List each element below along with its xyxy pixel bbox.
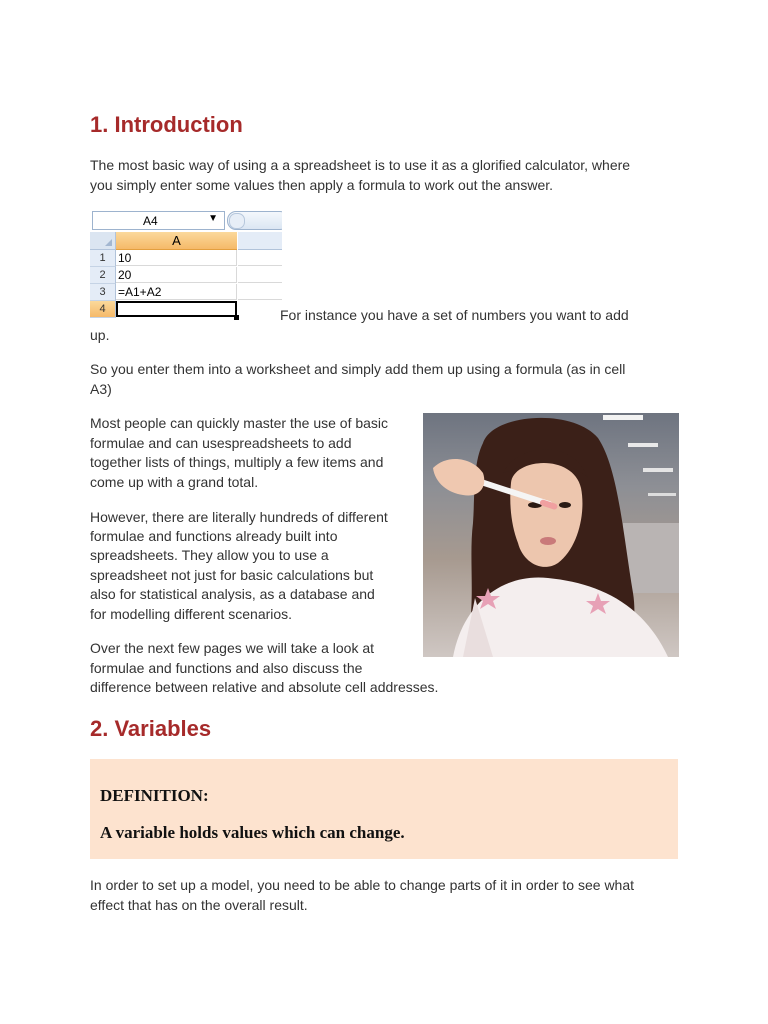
photo-illustration (423, 413, 679, 657)
worksheet-paragraph-line-1: So you enter them into a worksheet and simply add them up using a formula (as in cell (90, 361, 626, 377)
spreadsheet-screenshot (90, 209, 282, 321)
basic-formulae-line-2: formulae and can usespreadsheets to add (90, 435, 352, 451)
basic-formulae-line-1: Most people can quickly master the use of basic (90, 415, 389, 431)
definition-box (90, 759, 678, 859)
cell-b3 (238, 284, 282, 300)
inline-text-line-2: up. (90, 327, 110, 343)
cell-a2: 20 (116, 267, 237, 283)
functions-paragraph-line-6: for modelling different scenarios. (90, 606, 293, 622)
woman-with-pen-photo (423, 413, 679, 657)
functions-paragraph-line-1: However, there are literally hundreds of different (90, 509, 388, 525)
basic-formulae-line-3: together lists of things, multiply a few items and (90, 454, 384, 470)
row-header-3: 3 (90, 284, 116, 301)
formula-bar-button (227, 211, 282, 230)
basic-formulae-line-4: come up with a grand total. (90, 474, 259, 490)
inline-text-line-1: For instance you have a set of numbers you want to add (280, 307, 629, 323)
section-heading-variables: 2. Variables (90, 716, 212, 741)
cell-a3: =A1+A2 (116, 284, 237, 300)
cell-b2 (238, 267, 282, 283)
name-box (92, 211, 225, 230)
row-header-4: 4 (90, 301, 116, 318)
model-paragraph-line-2: effect that has on the overall result. (90, 897, 308, 913)
row-header-2: 2 (90, 267, 116, 284)
functions-paragraph-line-2: formulae and functions already built into (90, 528, 338, 544)
column-header-a: A (116, 232, 237, 250)
cell-a4-selected (116, 301, 237, 317)
next-pages-line-3: difference between relative and absolute cell addresses. (90, 679, 439, 695)
row-header-1: 1 (90, 250, 116, 267)
model-paragraph-line-1: In order to set up a model, you need to be able to change parts of it in order to see what (90, 877, 635, 893)
worksheet-paragraph-line-2: A3) (90, 381, 112, 397)
section-heading-introduction: 1. Introduction (90, 112, 243, 137)
definition-title: DEFINITION: (100, 786, 209, 805)
next-pages-line-2: formulae and functions and also discuss the (90, 660, 363, 676)
select-all-corner (90, 232, 116, 250)
fill-handle (234, 315, 239, 320)
definition-text: A variable holds values which can change. (100, 823, 405, 842)
column-header-b (238, 232, 282, 250)
next-pages-line-1: Over the next few pages we will take a look at (90, 640, 375, 656)
functions-paragraph-line-4: spreadsheet not just for basic calculations but (90, 567, 374, 583)
name-box-value: A4 (143, 214, 158, 228)
formula-bar-icon (229, 213, 245, 229)
cell-a1: 10 (116, 250, 237, 266)
functions-paragraph-line-5: also for statistical analysis, as a database and (90, 586, 375, 602)
intro-paragraph-line-1: The most basic way of using a a spreadsheet is to use it as a glorified calculator, where (90, 157, 631, 173)
dropdown-arrow-icon: ▼ (208, 213, 218, 224)
intro-paragraph-line-2: you simply enter some values then apply a formula to work out the answer. (90, 177, 554, 193)
functions-paragraph-line-3: spreadsheets. They allow you to use a (90, 547, 329, 563)
cell-b1 (238, 250, 282, 266)
